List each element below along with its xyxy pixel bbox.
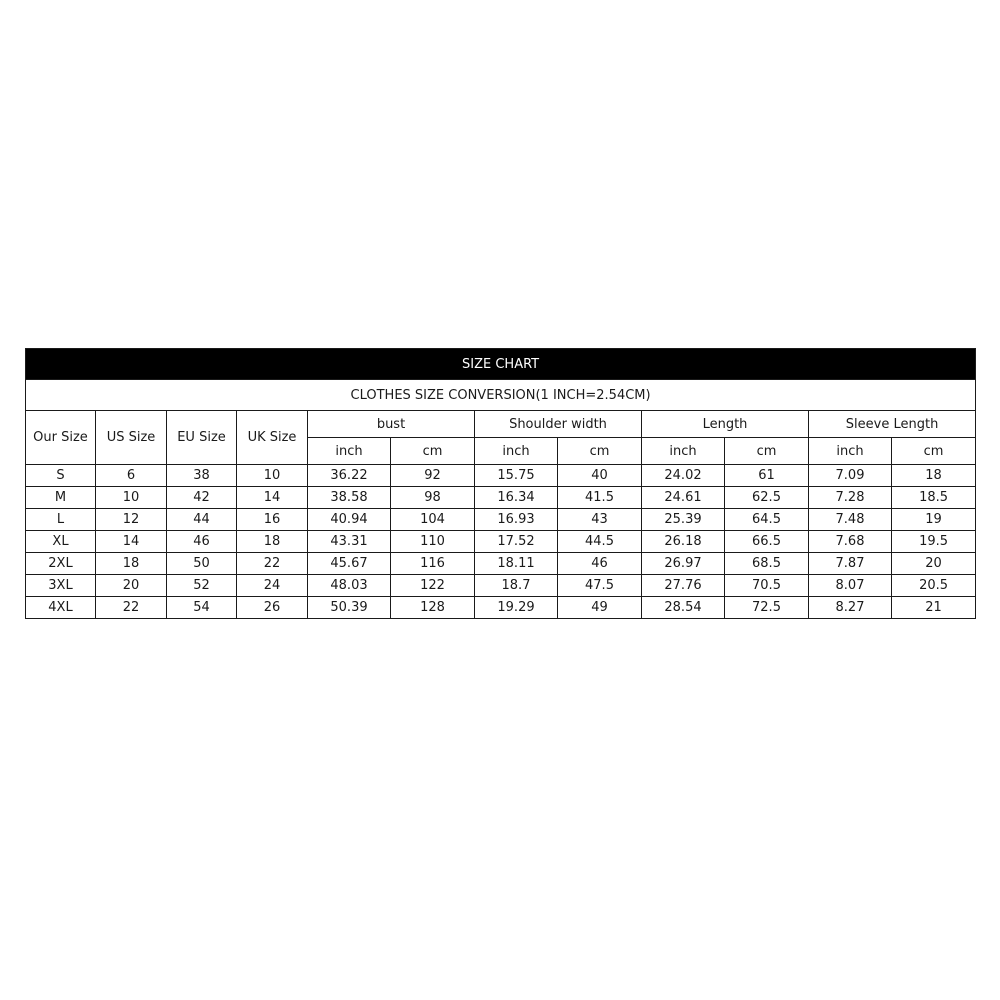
- cell-uk-size: 10: [237, 465, 308, 487]
- cell-sleeve-inch: 7.48: [809, 509, 892, 531]
- cell-bust-inch: 50.39: [308, 597, 391, 619]
- cell-sleeve-cm: 20.5: [892, 575, 976, 597]
- cell-sleeve-cm: 19: [892, 509, 976, 531]
- header-shoulder-width: Shoulder width: [475, 411, 642, 438]
- cell-eu-size: 38: [167, 465, 237, 487]
- cell-length-inch: 26.97: [642, 553, 725, 575]
- cell-bust-inch: 45.67: [308, 553, 391, 575]
- cell-sleeve-cm: 18.5: [892, 487, 976, 509]
- cell-bust-inch: 40.94: [308, 509, 391, 531]
- unit-sleeve-inch: inch: [809, 438, 892, 465]
- cell-us-size: 12: [96, 509, 167, 531]
- cell-bust-inch: 38.58: [308, 487, 391, 509]
- cell-our-size: XL: [26, 531, 96, 553]
- header-length: Length: [642, 411, 809, 438]
- cell-bust-cm: 116: [391, 553, 475, 575]
- cell-sleeve-inch: 7.09: [809, 465, 892, 487]
- cell-uk-size: 14: [237, 487, 308, 509]
- cell-uk-size: 22: [237, 553, 308, 575]
- cell-length-inch: 26.18: [642, 531, 725, 553]
- cell-bust-cm: 92: [391, 465, 475, 487]
- table-row: [26, 509, 976, 531]
- cell-our-size: L: [26, 509, 96, 531]
- cell-eu-size: 44: [167, 509, 237, 531]
- cell-sleeve-cm: 19.5: [892, 531, 976, 553]
- cell-length-cm: 66.5: [725, 531, 809, 553]
- cell-length-cm: 72.5: [725, 597, 809, 619]
- cell-sleeve-inch: 8.07: [809, 575, 892, 597]
- cell-shoulder-inch: 17.52: [475, 531, 558, 553]
- cell-shoulder-cm: 49: [558, 597, 642, 619]
- cell-length-inch: 24.02: [642, 465, 725, 487]
- cell-shoulder-inch: 16.93: [475, 509, 558, 531]
- table-row: [26, 487, 976, 509]
- cell-us-size: 6: [96, 465, 167, 487]
- cell-shoulder-cm: 47.5: [558, 575, 642, 597]
- cell-eu-size: 46: [167, 531, 237, 553]
- cell-shoulder-inch: 18.11: [475, 553, 558, 575]
- cell-shoulder-inch: 19.29: [475, 597, 558, 619]
- cell-bust-cm: 122: [391, 575, 475, 597]
- header-eu-size: EU Size: [167, 411, 237, 465]
- cell-eu-size: 52: [167, 575, 237, 597]
- cell-length-cm: 70.5: [725, 575, 809, 597]
- cell-us-size: 10: [96, 487, 167, 509]
- unit-shoulder-inch: inch: [475, 438, 558, 465]
- cell-us-size: 22: [96, 597, 167, 619]
- cell-uk-size: 24: [237, 575, 308, 597]
- cell-bust-inch: 48.03: [308, 575, 391, 597]
- cell-bust-inch: 43.31: [308, 531, 391, 553]
- cell-sleeve-inch: 7.68: [809, 531, 892, 553]
- table-row: [26, 465, 976, 487]
- unit-sleeve-cm: cm: [892, 438, 976, 465]
- unit-length-inch: inch: [642, 438, 725, 465]
- cell-shoulder-cm: 44.5: [558, 531, 642, 553]
- cell-length-cm: 61: [725, 465, 809, 487]
- cell-our-size: 3XL: [26, 575, 96, 597]
- cell-shoulder-cm: 46: [558, 553, 642, 575]
- table-row: [26, 553, 976, 575]
- cell-us-size: 20: [96, 575, 167, 597]
- cell-shoulder-cm: 43: [558, 509, 642, 531]
- cell-bust-cm: 128: [391, 597, 475, 619]
- unit-shoulder-cm: cm: [558, 438, 642, 465]
- size-chart: [25, 348, 975, 619]
- cell-bust-cm: 110: [391, 531, 475, 553]
- cell-our-size: 4XL: [26, 597, 96, 619]
- size-rows: [26, 465, 976, 619]
- table-row: [26, 531, 976, 553]
- size-chart-table: [25, 348, 976, 619]
- unit-length-cm: cm: [725, 438, 809, 465]
- cell-us-size: 14: [96, 531, 167, 553]
- cell-us-size: 18: [96, 553, 167, 575]
- cell-length-cm: 62.5: [725, 487, 809, 509]
- cell-bust-cm: 104: [391, 509, 475, 531]
- cell-eu-size: 54: [167, 597, 237, 619]
- header-us-size: US Size: [96, 411, 167, 465]
- cell-bust-inch: 36.22: [308, 465, 391, 487]
- cell-length-inch: 28.54: [642, 597, 725, 619]
- cell-length-inch: 25.39: [642, 509, 725, 531]
- cell-eu-size: 42: [167, 487, 237, 509]
- chart-title: SIZE CHART: [26, 349, 976, 380]
- cell-sleeve-inch: 8.27: [809, 597, 892, 619]
- unit-bust-cm: cm: [391, 438, 475, 465]
- cell-our-size: S: [26, 465, 96, 487]
- cell-uk-size: 16: [237, 509, 308, 531]
- header-sleeve-length: Sleeve Length: [809, 411, 976, 438]
- cell-sleeve-cm: 20: [892, 553, 976, 575]
- cell-length-inch: 24.61: [642, 487, 725, 509]
- cell-sleeve-cm: 21: [892, 597, 976, 619]
- cell-shoulder-cm: 41.5: [558, 487, 642, 509]
- cell-our-size: 2XL: [26, 553, 96, 575]
- cell-sleeve-inch: 7.28: [809, 487, 892, 509]
- header-bust: bust: [308, 411, 475, 438]
- cell-uk-size: 18: [237, 531, 308, 553]
- cell-sleeve-inch: 7.87: [809, 553, 892, 575]
- cell-our-size: M: [26, 487, 96, 509]
- cell-shoulder-inch: 15.75: [475, 465, 558, 487]
- cell-bust-cm: 98: [391, 487, 475, 509]
- cell-length-cm: 64.5: [725, 509, 809, 531]
- cell-eu-size: 50: [167, 553, 237, 575]
- chart-subtitle: CLOTHES SIZE CONVERSION(1 INCH=2.54CM): [26, 380, 976, 411]
- cell-shoulder-inch: 16.34: [475, 487, 558, 509]
- cell-uk-size: 26: [237, 597, 308, 619]
- cell-length-inch: 27.76: [642, 575, 725, 597]
- cell-sleeve-cm: 18: [892, 465, 976, 487]
- cell-shoulder-inch: 18.7: [475, 575, 558, 597]
- table-row: [26, 575, 976, 597]
- cell-shoulder-cm: 40: [558, 465, 642, 487]
- table-row: [26, 597, 976, 619]
- header-our-size: Our Size: [26, 411, 96, 465]
- header-uk-size: UK Size: [237, 411, 308, 465]
- unit-bust-inch: inch: [308, 438, 391, 465]
- cell-length-cm: 68.5: [725, 553, 809, 575]
